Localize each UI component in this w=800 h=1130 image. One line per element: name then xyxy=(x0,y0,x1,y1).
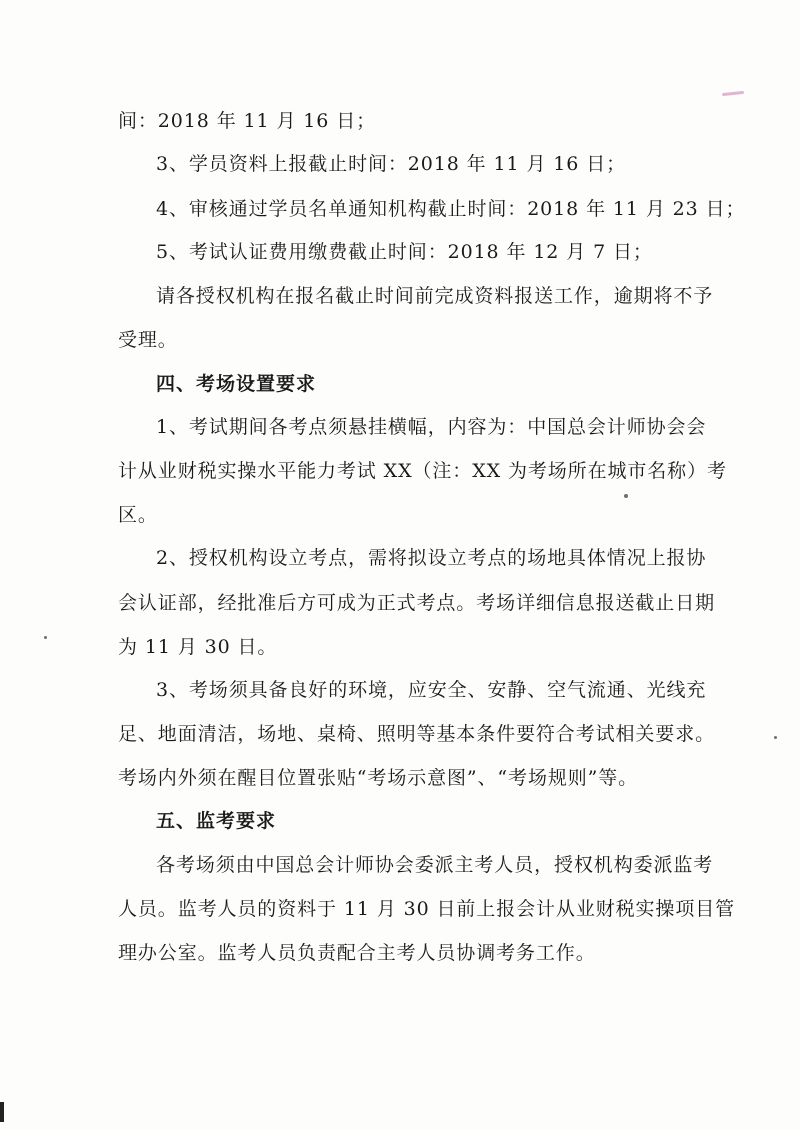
text-line: 3、学员资料上报截止时间：2018 年 11 月 16 日； xyxy=(156,153,626,175)
text-line: 区。 xyxy=(118,504,158,526)
section-heading: 四、考场设置要求 xyxy=(156,373,317,395)
text-line: 受理。 xyxy=(118,329,178,351)
text-line: 5、考试认证费用缴费截止时间：2018 年 12 月 7 日； xyxy=(156,241,653,263)
text-line: 各考场须由中国总会计师协会委派主考人员，授权机构委派监考 xyxy=(156,854,714,876)
ink-mark xyxy=(722,91,744,96)
text-line: 间：2018 年 11 月 16 日； xyxy=(118,110,377,132)
text-line: 考场内外须在醒目位置张贴“考场示意图”、“考场规则”等。 xyxy=(118,767,639,789)
speck xyxy=(774,736,777,739)
speck xyxy=(624,494,628,498)
speck xyxy=(44,636,47,639)
text-line: 1、考试期间各考点须悬挂横幅，内容为：中国总会计师协会会 xyxy=(156,416,707,438)
text-line: 会认证部，经批准后方可成为正式考点。考场详细信息报送截止日期 xyxy=(118,592,716,614)
text-line: 人员。监考人员的资料于 11 月 30 日前上报会计从业财税实操项目管 xyxy=(118,898,736,920)
text-line: 请各授权机构在报名截止时间前完成资料报送工作，逾期将不予 xyxy=(156,285,714,307)
text-line: 足、地面清洁，场地、桌椅、照明等基本条件要符合考试相关要求。 xyxy=(118,723,716,745)
text-line: 为 11 月 30 日。 xyxy=(118,636,278,658)
text-line: 理办公室。监考人员负责配合主考人员协调考务工作。 xyxy=(118,942,596,964)
text-line: 2、授权机构设立考点，需将拟设立考点的场地具体情况上报协 xyxy=(156,547,707,569)
text-line: 4、审核通过学员名单通知机构截止时间：2018 年 11 月 23 日； xyxy=(156,198,746,220)
text-line: 计从业财税实操水平能力考试 XX（注：XX 为考场所在城市名称）考 xyxy=(118,460,727,482)
text-line: 3、考场须具备良好的环境，应安全、安静、空气流通、光线充 xyxy=(156,679,707,701)
section-heading: 五、监考要求 xyxy=(156,810,277,832)
scan-edge xyxy=(0,1102,4,1122)
